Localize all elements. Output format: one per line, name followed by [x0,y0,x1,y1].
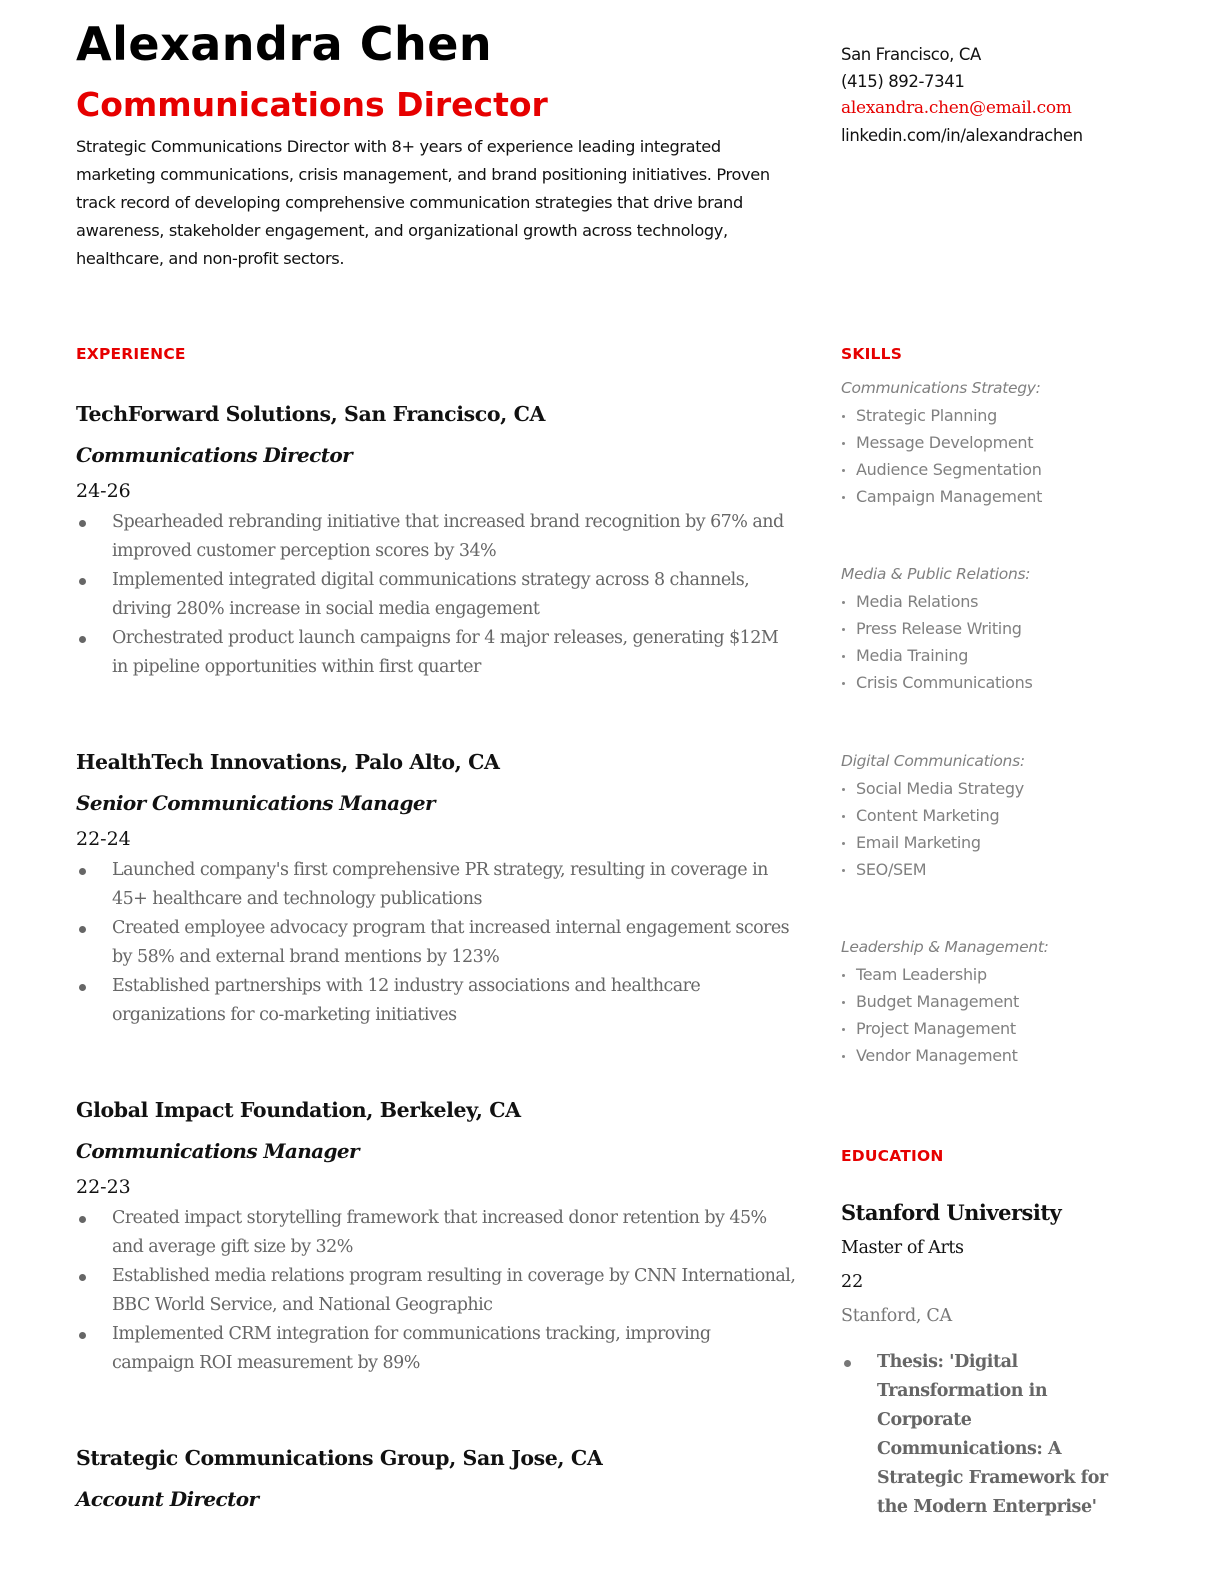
skill-list [841,402,1141,510]
skill-item [841,669,1141,696]
skill-label: Press Release Writing [856,619,1022,638]
achievement-item [76,508,796,566]
job-company: Global Impact Foundation, Berkeley, CA [76,1098,521,1122]
bullet-icon [842,788,845,791]
job-role: Communications Manager [76,1139,359,1163]
skill-item [841,642,1141,669]
bullet-icon [842,842,845,845]
achievement-text: Implemented CRM integration for communications tracking, improving campaign ROI measurement by 89% [112,1324,711,1373]
skill-item [841,988,1141,1015]
skill-item [841,615,1141,642]
achievement-item [76,624,796,682]
achievement-item [76,972,796,1030]
skill-label: Team Leadership [856,965,987,984]
achievement-item [76,1320,796,1378]
skill-label: Content Marketing [856,806,1000,825]
thesis-text: Thesis: 'Digital Transformation in Corporate Communications: A Strategic Framework for the Modern Enterprise' [877,1352,1108,1517]
skill-group [841,561,1141,696]
education-location: Stanford, CA [841,1306,952,1326]
achievement-text: Established media relations program resulting in coverage by CNN International, BBC World Service, and National Geographic [112,1266,796,1315]
education-detail-item [841,1348,1131,1522]
skill-group [841,375,1141,510]
skill-label: Vendor Management [856,1046,1018,1065]
experience-entry [76,747,796,1030]
skill-item [841,961,1141,988]
skill-item [841,856,1141,883]
skill-category: Digital Communications: [841,752,1025,770]
achievement-item [76,856,796,914]
skill-item [841,1042,1141,1069]
bullet-icon [842,415,845,418]
achievement-item [76,914,796,972]
job-role: Senior Communications Manager [76,791,435,815]
bullet-icon [79,926,86,933]
skill-item [841,402,1141,429]
bullet-icon [842,1055,845,1058]
contact-location: San Francisco, CA [841,45,981,64]
bullet-icon [842,815,845,818]
job-company: TechForward Solutions, San Francisco, CA [76,402,546,426]
education-school: Stanford University [841,1200,1062,1225]
skill-label: Budget Management [856,992,1019,1011]
skills-heading: SKILLS [841,345,903,363]
education-year: 22 [841,1272,864,1292]
skill-list [841,775,1141,883]
bullet-icon [842,682,845,685]
skill-label: Audience Segmentation [856,460,1042,479]
skill-item [841,1015,1141,1042]
achievement-text: Orchestrated product launch campaigns for 4 major releases, generating $12M in pipeline opportunities within first quarter [112,628,779,677]
achievement-item [76,566,796,624]
job-role: Communications Director [76,443,353,467]
skill-label: Campaign Management [856,487,1043,506]
bullet-icon [842,496,845,499]
skill-label: Email Marketing [856,833,981,852]
job-achievements [76,1204,796,1378]
bullet-icon [842,869,845,872]
achievement-text: Implemented integrated digital communications strategy across 8 channels, driving 280% increase in social media engagement [112,570,750,619]
bullet-icon [842,1001,845,1004]
job-dates: 22-24 [76,828,131,850]
contact-phone: (415) 892-7341 [841,72,965,91]
experience-entry [76,1095,796,1378]
bullet-icon [842,601,845,604]
education-degree: Master of Arts [841,1238,964,1258]
education-heading: EDUCATION [841,1147,944,1165]
skill-label: SEO/SEM [856,860,927,879]
skill-label: Strategic Planning [856,406,997,425]
job-achievements [76,508,796,682]
skill-label: Crisis Communications [856,673,1033,692]
bullet-icon [842,469,845,472]
bullet-icon [842,1028,845,1031]
achievement-text: Launched company's first comprehensive PR strategy, resulting in coverage in 45+ healthcare and technology publications [112,860,768,909]
bullet-icon [842,974,845,977]
skill-item [841,829,1141,856]
contact-linkedin-link[interactable]: linkedin.com/in/alexandrachen [841,126,1083,145]
skill-item [841,429,1141,456]
job-company: HealthTech Innovations, Palo Alto, CA [76,750,500,774]
job-company: Strategic Communications Group, San Jose, CA [76,1446,603,1470]
bullet-icon [79,868,86,875]
skill-category: Leadership & Management: [841,938,1049,956]
skill-item [841,775,1141,802]
experience-heading: EXPERIENCE [76,345,186,363]
achievement-text: Established partnerships with 12 industry associations and healthcare organizations for co-marketing initiatives [112,976,701,1025]
profile-summary: Strategic Communications Director with 8+ years of experience leading integrated marketing communications, crisis management, and brand positioning initiatives. Proven track record of developing comprehensive communication strategies that drive brand awareness, stakeholder engagement, and organizational growth across technology, healthcare, and non-profit sectors. [76,137,770,268]
skill-group [841,748,1141,883]
skill-item [841,456,1141,483]
bullet-icon [842,655,845,658]
achievement-text: Spearheaded rebranding initiative that increased brand recognition by 67% and improved customer perception scores by 34% [112,512,784,561]
skill-item [841,588,1141,615]
contact-info [841,41,1171,149]
skill-label: Project Management [856,1019,1016,1038]
experience-entry [76,1443,796,1514]
bullet-icon [79,578,86,585]
bullet-icon [79,984,86,991]
job-dates: 24-26 [76,480,131,502]
bullet-icon [79,1332,86,1339]
experience-entry [76,399,796,682]
skill-label: Media Relations [856,592,979,611]
bullet-icon [79,1216,86,1223]
skill-group [841,934,1141,1069]
job-dates: 22-23 [76,1176,131,1198]
bullet-icon [79,520,86,527]
skill-list [841,588,1141,696]
skill-item [841,802,1141,829]
job-role: Account Director [76,1487,259,1511]
skill-list [841,961,1141,1069]
skill-category: Media & Public Relations: [841,565,1031,583]
bullet-icon [842,442,845,445]
bullet-icon [842,628,845,631]
bullet-icon [79,636,86,643]
education-details [841,1348,1131,1522]
job-achievements [76,856,796,1030]
achievement-text: Created employee advocacy program that increased internal engagement scores by 58% and external brand mentions by 123% [112,918,790,967]
bullet-icon [844,1360,851,1367]
achievement-text: Created impact storytelling framework that increased donor retention by 45% and average gift size by 32% [112,1208,767,1257]
contact-email-link[interactable]: alexandra.chen@email.com [841,98,1072,118]
skill-label: Message Development [856,433,1034,452]
achievement-item [76,1204,796,1262]
skill-label: Media Training [856,646,969,665]
candidate-name: Alexandra Chen [76,17,493,71]
candidate-headline: Communications Director [76,85,548,124]
education-entry [841,1196,1131,1522]
skill-category: Communications Strategy: [841,379,1041,397]
achievement-item [76,1262,796,1320]
bullet-icon [79,1274,86,1281]
skill-label: Social Media Strategy [856,779,1024,798]
skill-item [841,483,1141,510]
